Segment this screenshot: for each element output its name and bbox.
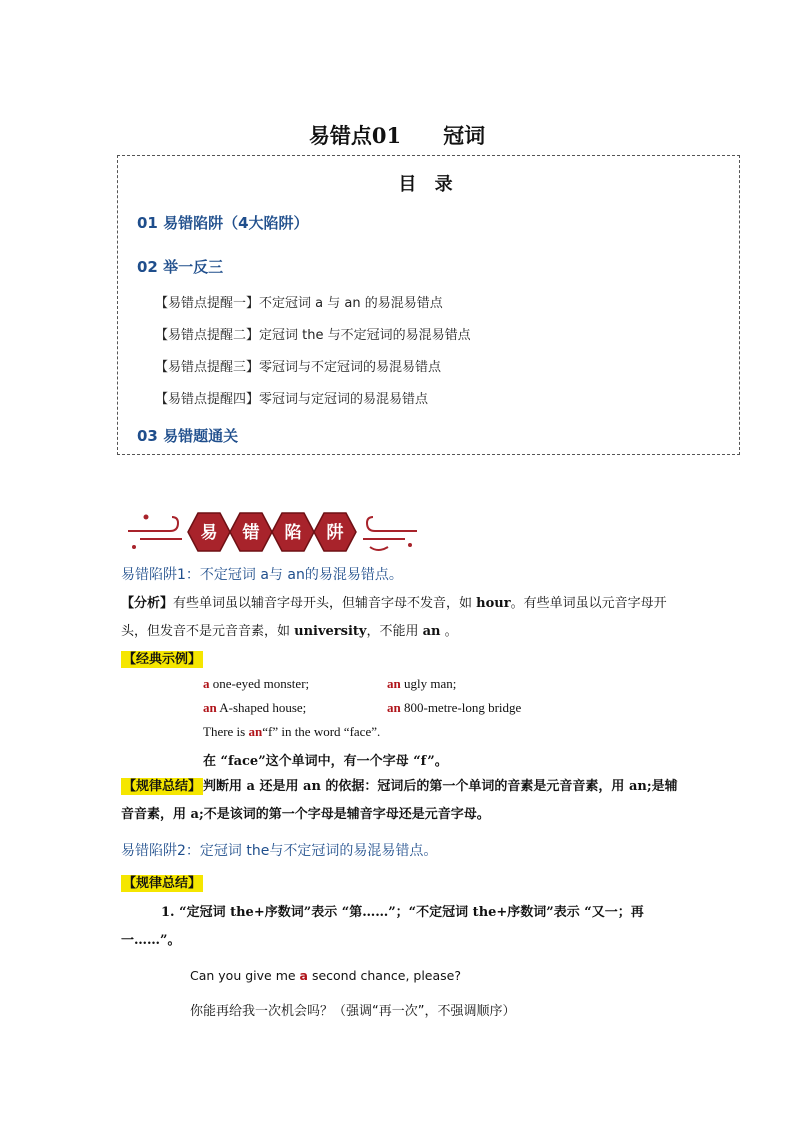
article: a <box>203 676 210 691</box>
banner-hex-1 <box>188 513 230 551</box>
trap-1-title: 易错陷阱1：不定冠词 a与 an的易混易错点。 <box>121 567 403 583</box>
analysis-text: 头，但发音不是元音音素，如 <box>121 624 295 639</box>
trap-2-example <box>190 968 461 983</box>
trap-2-title: 易错陷阱2：定冠词 the与不定冠词的易混易错点。 <box>121 843 438 859</box>
analysis-word: an <box>422 624 441 639</box>
example-text: one-eyed monster; <box>212 676 310 691</box>
analysis-text: 。有些单词虽以元音字母开 <box>510 596 667 611</box>
toc-item-4[interactable]: 【易错点提醒四】零冠词与定冠词的易混易错点 <box>155 392 429 407</box>
example-tag-wrap <box>121 648 203 667</box>
point-text: 一……”。 <box>121 933 181 948</box>
example-3 <box>203 724 380 740</box>
rule-tag-wrap <box>121 872 203 891</box>
trap-1-rule <box>121 773 701 829</box>
example-text: Can you give me <box>190 968 300 983</box>
page-title: 易错点01 冠词 <box>308 123 486 148</box>
toc-item-3[interactable]: 【易错点提醒三】零冠词与不定冠词的易混易错点 <box>155 360 442 375</box>
banner-hex-3 <box>272 513 314 551</box>
toc-item-1[interactable]: 【易错点提醒一】不定冠词 a 与 an 的易混易错点 <box>155 296 443 311</box>
article: an <box>203 700 217 715</box>
trap-2-example-cn: 你能再给我一次机会吗？（强调“再一次”，不强调顺序） <box>190 1004 516 1019</box>
banner-char-4: 阱 <box>326 523 344 543</box>
trap-1-analysis <box>121 590 701 646</box>
analysis-tag: 【分析】 <box>121 596 174 611</box>
rule-tag: 【规律总结】 <box>123 876 202 891</box>
example-2b <box>387 700 521 716</box>
analysis-text: 。 <box>440 624 458 639</box>
toc-heading: 目 录 <box>398 174 459 195</box>
article: an <box>248 724 263 739</box>
banner-char-1: 易 <box>200 523 218 543</box>
analysis-word: hour <box>476 596 511 611</box>
toc-section-1[interactable]: 01 易错陷阱（4大陷阱） <box>137 214 309 232</box>
example-4: 在 “face”这个单词中，有一个字母 “f”。 <box>203 754 448 769</box>
example-text: second chance, please? <box>307 968 461 983</box>
rule-tag: 【规律总结】 <box>123 779 202 794</box>
trap-2-point-1 <box>121 899 701 955</box>
rule-text: 音音素，用 a;不是该词的第一个字母是辅音字母还是元音字母。 <box>121 807 490 822</box>
article: a <box>299 968 308 983</box>
example-1a <box>203 676 309 692</box>
rule-text: 判断用 a 还是用 an 的依据：冠词后的第一个单词的音素是元音音素，用 an;是辅 <box>203 779 678 794</box>
banner-hex-2 <box>230 513 272 551</box>
analysis-word: university <box>294 624 367 639</box>
section-banner <box>120 505 425 561</box>
example-text: ugly man; <box>403 676 457 691</box>
article: an <box>387 700 401 715</box>
analysis-text: 有些单词虽以辅音字母开头，但辅音字母不发音，如 <box>173 596 477 611</box>
example-text: There is <box>203 724 249 739</box>
banner-right-ornament <box>363 517 417 550</box>
banner-left-ornament <box>128 515 182 550</box>
banner-char-3: 陷 <box>284 523 302 543</box>
toc-section-2[interactable]: 02 举一反三 <box>137 258 224 276</box>
analysis-text: ，不能用 <box>366 624 423 639</box>
example-text: “f” in the word “face”. <box>262 724 381 739</box>
example-text: A-shaped house; <box>219 700 307 715</box>
toc-item-2[interactable]: 【易错点提醒二】定冠词 the 与不定冠词的易混易错点 <box>155 328 471 343</box>
example-2a <box>203 700 306 716</box>
example-tag: 【经典示例】 <box>123 652 202 667</box>
toc-section-3[interactable]: 03 易错题通关 <box>137 427 239 445</box>
banner-char-2: 错 <box>242 523 260 543</box>
article: an <box>387 676 401 691</box>
point-text: 1. “定冠词 the+序数词”表示 “第……”；“不定冠词 the+序数词”表示 “又一；再 <box>161 905 644 920</box>
example-text: 800-metre-long bridge <box>403 700 522 715</box>
example-1b <box>387 676 456 692</box>
banner-hex-4 <box>314 513 356 551</box>
